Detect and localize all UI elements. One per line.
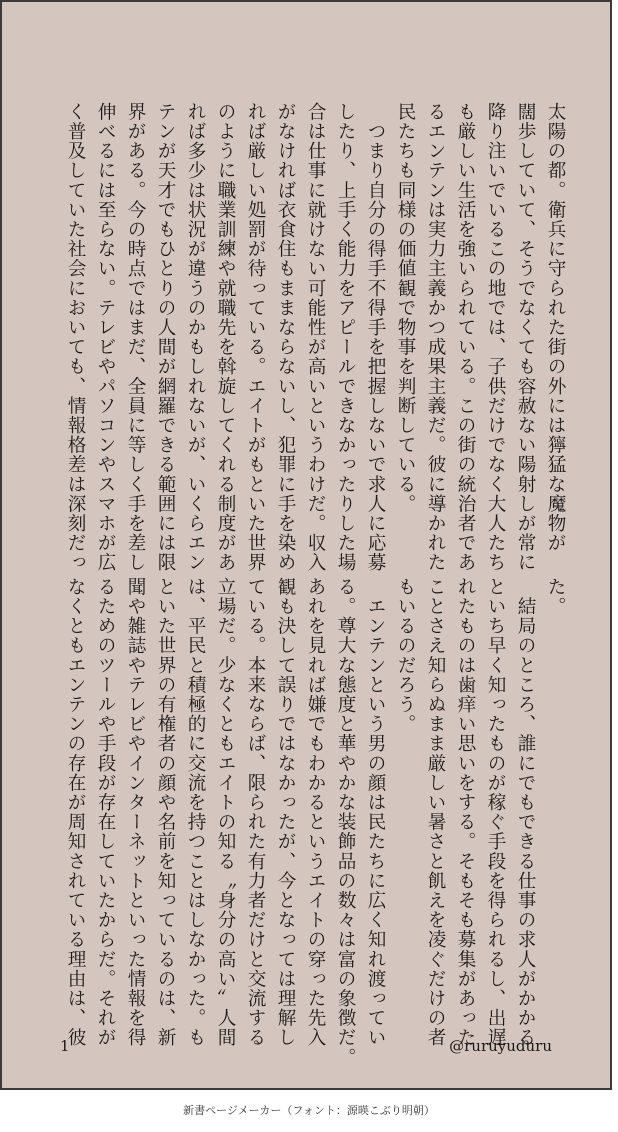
text-line: のように職業訓練や就職先を斡旋してくれる制度があ [215,102,236,573]
text-line: 立場だ。少なくともエイトの知る〝身分の高い〟人間 [215,577,236,1048]
text-line: 合は仕事に就けない可能性が高いというわけだ。収入 [305,102,326,573]
text-line: 観も決して誤りではなかったが、今となっては理解し [275,577,296,1048]
text-line: も厳しい生活を強いられている。この街の統治者であ [455,102,476,573]
text-line: もいるのだろう。 [395,577,416,734]
text-line: エンテンという男の顔は民たちに広く知れ渡ってい [365,577,386,1048]
text-line: なくともエンテンの存在が周知されている理由は、彼 [65,577,86,1048]
text-line: 民たちも同様の価値観で物事を判断している。 [395,102,416,514]
text-line: ことさえ知らぬまま厳しい暑さと飢えを凌ぐだけの者 [425,577,446,1048]
author-handle: @ruruyuduru [449,1037,552,1055]
generator-credit: 新書ページメーカー（フォント：源暎こぶり明朝） [183,1104,435,1117]
text-line: したり、上手く能力をアピールできなかったりした場 [335,102,356,573]
text-line: た。 [545,577,566,617]
page-number: 1 [60,1037,70,1055]
text-line: 太陽の都。衛兵に守られた街の外には獰猛な魔物が [545,102,566,553]
text-line: 闊歩していて、そうでなくても容赦ない陽射しが常に [515,102,536,573]
text-line: れば厳しい処罰が待っている。エイトがもといた世界 [245,102,266,573]
text-line: れたものは歯痒い思いをする。そもそも募集があった [455,577,476,1048]
text-line: 界がある。今の時点ではまだ、全員に等しく手を差し [125,102,146,573]
text-line: れば多少は状況が違うのかもしれないが、いくらエン [185,102,206,573]
text-line: るエンテンは実力主義かつ成果主義だ。彼に導かれた [425,102,446,573]
text-line: は、平民と積極的に交流を持つことはしなかった。も [185,577,206,1048]
text-line: ている。本来ならば、限られた有力者だけと交流する [245,577,266,1048]
text-line: 聞や雑誌やテレビやインターネットといった情報を得 [125,577,146,1048]
text-line: る。尊大な態度と華やかな装飾品の数々は富の象徴だ。 [335,577,356,1067]
text-block-top [60,102,570,573]
text-line: つまり自分の得手不得手を把握しないで求人に応募 [365,102,386,573]
text-line: 伸べるには至らない。テレビやパソコンやスマホが広 [95,102,116,573]
text-line: といた世界の有権者の顔や名前を知っているのは、新 [155,577,176,1048]
text-line: テンが天才でもひとりの人間が網羅できる範囲には限 [155,102,176,573]
text-line: といち早く知ったものが稼ぐ手段を得られるし、出遅 [485,577,506,1048]
text-line: 降り注いでいるこの地では、子供だけでなく大人たち [485,102,506,573]
text-line: がなければ衣食住もままならないし、犯罪に手を染め [275,102,296,573]
text-line: あれを見れば嫌でもわかるというエイトの穿った先入 [305,577,326,1048]
text-line: るためのツールや手段が存在していたからだ。それが [95,577,116,1048]
text-line: く普及していた社会においても、情報格差は深刻だっ [65,102,86,573]
text-line: 結局のところ、誰にでもできる仕事の求人がかかる [515,577,536,1048]
